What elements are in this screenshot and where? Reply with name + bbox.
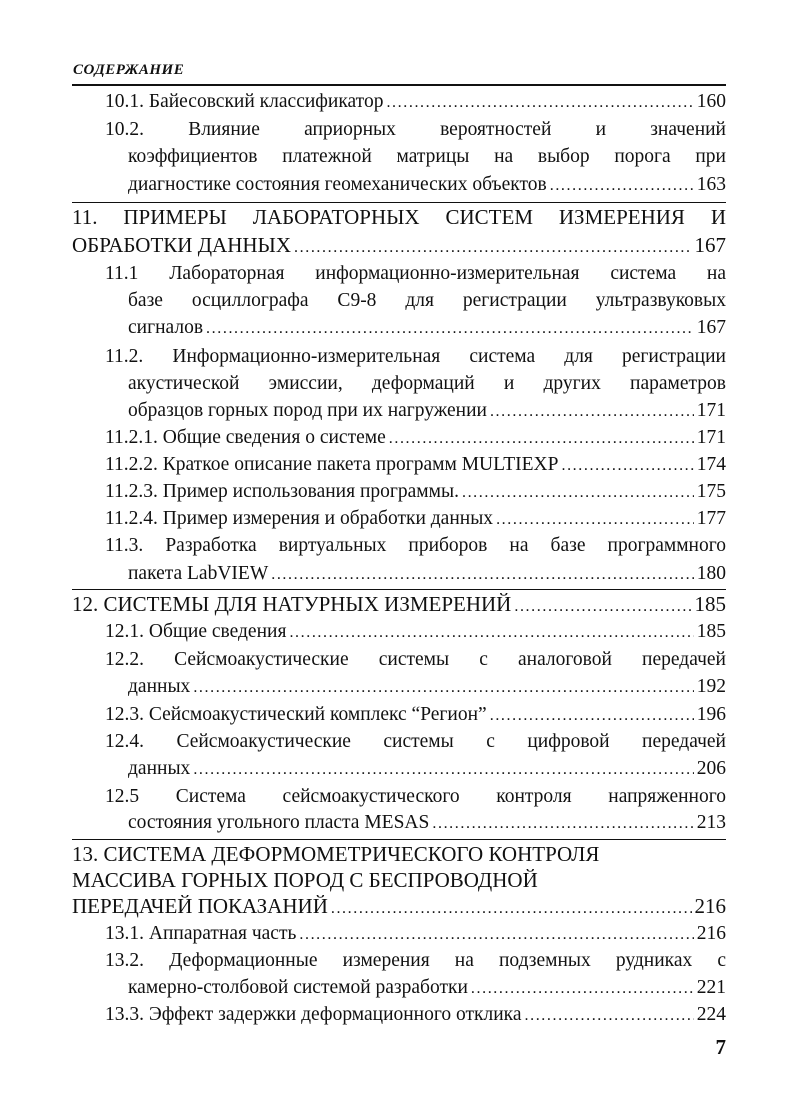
- toc-entry-12-1: [105, 619, 726, 645]
- toc-entry-title: 11.2.3. Пример использования программы.: [105, 481, 459, 502]
- toc-entry-11-1: [128, 315, 726, 341]
- toc-entry-title: 10.1. Байесовский классификатор: [105, 91, 384, 112]
- toc-line: 13.2. Деформационные измерения на подземных рудниках с: [105, 950, 726, 971]
- toc-entry-title: данных: [128, 758, 191, 779]
- toc-page-number: 174: [696, 454, 726, 475]
- toc-page-number: 185: [694, 592, 726, 616]
- toc-entry-11-3: [128, 561, 726, 587]
- toc-page-number: 185: [696, 621, 726, 642]
- toc-leader-dots: [462, 480, 694, 505]
- section-divider: [72, 839, 726, 840]
- toc-page-number: 177: [696, 508, 726, 529]
- toc-leader-dots: [289, 620, 693, 645]
- toc-entry-title: 11.2.1. Общие сведения о системе: [105, 427, 386, 448]
- toc-page-number: 167: [694, 233, 726, 257]
- toc-line: 11.2. Информационно-измерительная система для регистрации: [105, 346, 726, 367]
- toc-entry-title: данных: [128, 676, 191, 697]
- toc-entry-12-3: [105, 702, 726, 728]
- toc-page-number: 206: [696, 758, 726, 779]
- toc-leader-dots: [490, 399, 694, 424]
- toc-entry-12-4: [128, 756, 726, 782]
- toc-line: 11.3. Разработка виртуальных приборов на базе программного: [105, 535, 726, 556]
- toc-leader-dots: [299, 922, 693, 947]
- toc-entry-11-2-3: [105, 479, 726, 505]
- toc-entry-title: сигналов: [128, 317, 204, 338]
- toc-page-number: 216: [696, 923, 726, 944]
- toc-page-number: 175: [696, 481, 726, 502]
- running-header: СОДЕРЖАНИЕ: [73, 62, 185, 78]
- toc-entry-11-2: [128, 398, 726, 424]
- toc-page-number: 216: [694, 894, 726, 918]
- toc-leader-dots: [471, 976, 694, 1001]
- toc-leader-dots: [432, 811, 693, 836]
- toc-leader-dots: [386, 90, 693, 115]
- toc-line: 12.4. Сейсмоакустические системы с цифровой передачей: [105, 731, 726, 752]
- toc-entry-title: 11.2.2. Краткое описание пакета программ MULTIEXP: [105, 454, 559, 475]
- toc-chapter-line: 13. СИСТЕМА ДЕФОРМОМЕТРИЧЕСКОГО КОНТРОЛЯ: [72, 842, 600, 866]
- toc-leader-dots: [206, 316, 694, 341]
- toc-chapter-11: [72, 232, 726, 258]
- toc-leader-dots: [561, 453, 693, 478]
- toc-leader-dots: [490, 703, 694, 728]
- toc-line: 12.5 Система сейсмоакустического контроля напряженного: [105, 786, 726, 807]
- toc-page-number: 213: [696, 812, 726, 833]
- toc-chapter-line: 11. ПРИМЕРЫ ЛАБОРАТОРНЫХ СИСТЕМ ИЗМЕРЕНИЯ И: [72, 205, 726, 229]
- toc-entry-title: ПЕРЕДАЧЕЙ ПОКАЗАНИЙ: [72, 894, 328, 918]
- toc-leader-dots: [525, 1003, 694, 1028]
- toc-leader-dots: [389, 426, 694, 451]
- page-number: 7: [715, 1035, 726, 1059]
- toc-entry-title: диагностике состояния геомеханических объектов: [128, 174, 547, 195]
- toc-entry-11-2-1: [105, 425, 726, 451]
- toc-entry-11-2-2: [105, 452, 726, 478]
- toc-entry-10-2: [128, 172, 726, 198]
- toc-entry-title: камерно-столбовой системой разработки: [128, 977, 468, 998]
- toc-entry-13-3: [105, 1002, 726, 1028]
- toc-entry-title: образцов горных пород при их нагружении: [128, 400, 487, 421]
- toc-line: базе осциллографа С9-8 для регистрации ультразвуковых: [128, 290, 726, 311]
- toc-leader-dots: [193, 757, 693, 782]
- toc-leader-dots: [496, 507, 694, 532]
- toc-entry-12-2: [128, 674, 726, 700]
- toc-entry-12-5: [128, 810, 726, 836]
- toc-entry-10-1: [105, 89, 726, 115]
- toc-leader-dots: [514, 594, 691, 617]
- toc-page-number: 167: [696, 317, 726, 338]
- section-divider: [72, 202, 726, 203]
- toc-entry-title: 12. СИСТЕМЫ ДЛЯ НАТУРНЫХ ИЗМЕРЕНИЙ: [72, 592, 512, 616]
- toc-entry-title: 12.3. Сейсмоакустический комплекс “Регион”: [105, 704, 487, 725]
- toc-page-number: 224: [696, 1004, 726, 1025]
- toc-entry-13-1: [105, 921, 726, 947]
- toc-entry-11-2-4: [105, 506, 726, 532]
- toc-leader-dots: [550, 173, 694, 198]
- toc-line: 12.2. Сейсмоакустические системы с аналоговой передачей: [105, 649, 726, 670]
- toc-leader-dots: [294, 235, 691, 258]
- toc-page-number: 171: [696, 400, 726, 421]
- toc-line: коэффициентов платежной матрицы на выбор порога при: [128, 146, 726, 167]
- toc-entry-title: 13.3. Эффект задержки деформационного отклика: [105, 1004, 522, 1025]
- header-rule: [72, 84, 726, 86]
- toc-page-number: 160: [696, 91, 726, 112]
- toc-entry-title: 11.2.4. Пример измерения и обработки данных: [105, 508, 494, 529]
- toc-page-number: 192: [696, 676, 726, 697]
- toc-entry-title: 13.1. Аппаратная часть: [105, 923, 297, 944]
- toc-line: акустической эмиссии, деформаций и других параметров: [128, 373, 726, 394]
- toc-page-number: 171: [696, 427, 726, 448]
- toc-chapter-12: [72, 591, 726, 617]
- toc-page-number: 221: [696, 977, 726, 998]
- toc-entry-title: ОБРАБОТКИ ДАННЫХ: [72, 233, 292, 257]
- toc-leader-dots: [331, 896, 692, 919]
- toc-leader-dots: [271, 562, 694, 587]
- toc-line: 10.2. Влияние априорных вероятностей и значений: [105, 119, 726, 140]
- toc-page-number: 196: [696, 704, 726, 725]
- toc-chapter-line: МАССИВА ГОРНЫХ ПОРОД С БЕСПРОВОДНОЙ: [72, 868, 538, 892]
- toc-leader-dots: [193, 675, 693, 700]
- toc-page-number: 180: [696, 563, 726, 584]
- toc-entry-title: пакета LabVIEW: [128, 563, 269, 584]
- toc-entry-13-2: [128, 975, 726, 1001]
- toc-line: 11.1 Лабораторная информационно-измерительная система на: [105, 263, 726, 284]
- section-divider: [72, 589, 726, 590]
- toc-entry-title: состояния угольного пласта MESAS: [128, 812, 430, 833]
- toc-page-number: 163: [696, 174, 726, 195]
- toc-chapter-13: [72, 893, 726, 919]
- toc-entry-title: 12.1. Общие сведения: [105, 621, 287, 642]
